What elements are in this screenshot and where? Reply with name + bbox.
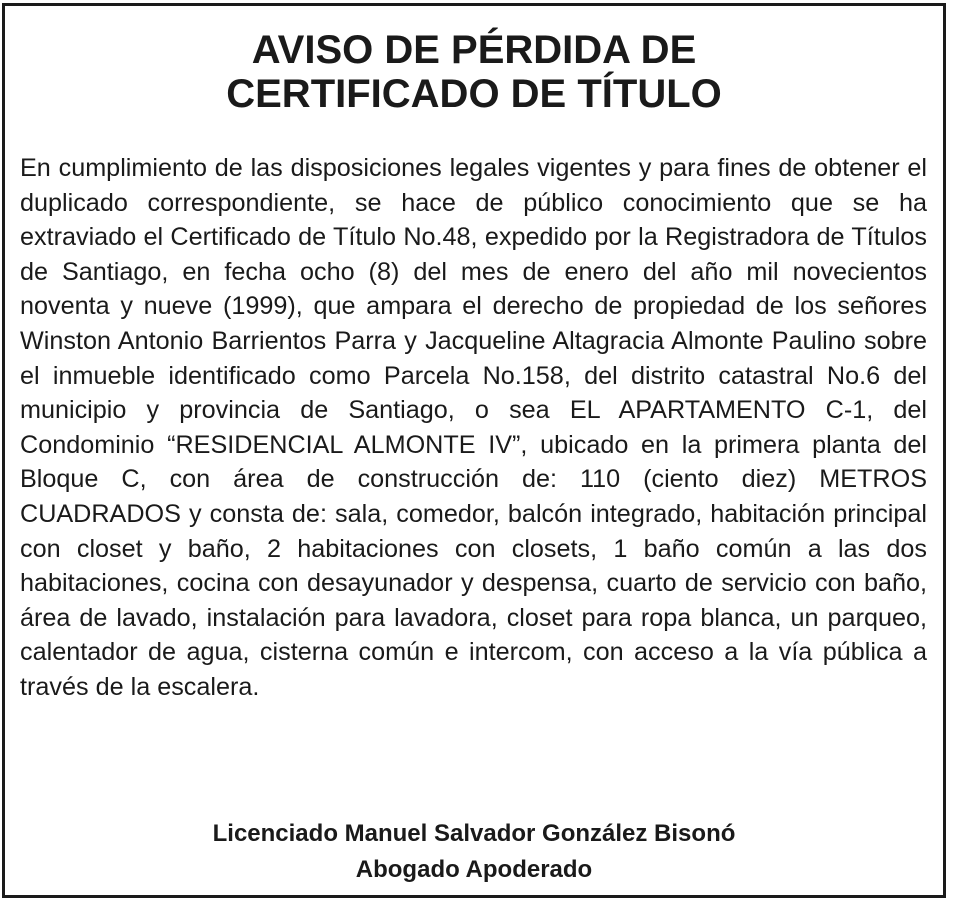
notice-title-line-2: CERTIFICADO DE TÍTULO (226, 72, 722, 116)
signer-role: Abogado Apoderado (355, 856, 593, 883)
signature-block (5, 816, 943, 888)
signer-name: Licenciado Manuel Salvador González Bisonó (212, 820, 736, 847)
notice-title (5, 28, 943, 116)
notice-body: En cumplimiento de las disposiciones legales vigentes y para fines de obtener el duplicado correspondiente, se hace de público conocimiento que se ha extraviado el Certificado de Título No.48, expedido por la Registradora de Títulos de Santiago, en fecha ocho (8) del mes de enero del año mil novecientos noventa y nueve (1999), que ampara el derecho de propiedad de los señores Winston Antonio Barrientos Parra y Jacqueline Altagracia Almonte Paulino sobre el inmueble identificado como Parcela No.158, del distrito catastral No.6 del municipio y provincia de Santiago, o sea EL APARTAMENTO C-1, del Condominio “RESIDENCIAL ALMONTE IV”, ubicado en la primera planta del Bloque C, con área de construcción de: 110 (ciento diez) METROS CUADRADOS y consta de: sala, comedor, balcón integrado, habitación principal con closet y baño, 2 habitaciones con closets, 1 baño común a las dos habitaciones, cocina con desayunador y despensa, cuarto de servicio con baño, área de lavado, instalación para lavadora, closet para ropa blanca, un parqueo, calentador de agua, cisterna común e intercom, con acceso a la vía pública a través de la escalera. (20, 154, 927, 701)
notice-title-line-1: AVISO DE PÉRDIDA DE (251, 28, 697, 72)
legal-notice-box (2, 3, 946, 898)
